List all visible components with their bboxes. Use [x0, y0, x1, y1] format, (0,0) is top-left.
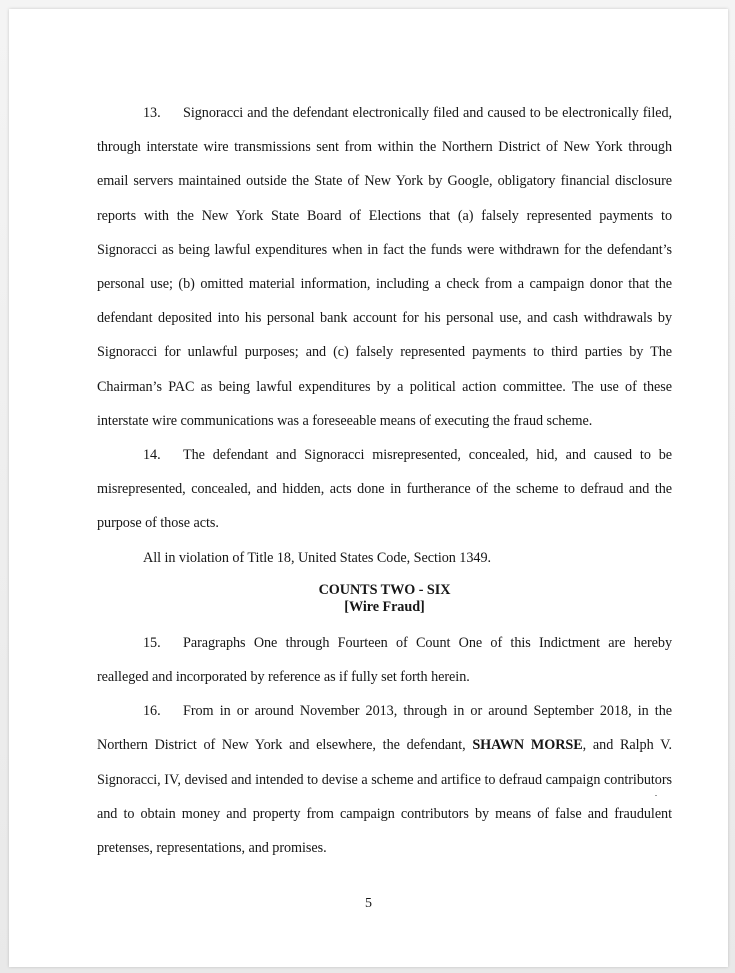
paragraph-13 — [97, 96, 672, 438]
section-subtitle: [Wire Fraud] — [344, 598, 425, 615]
paragraph-text-after-name: , and Ralph V. Signoracci, IV, devised and intended to devise a scheme and artifice to defraud campaign contributors and to obtain money and property from campaign contributors by means of false and fraudulent pretenses, representations, and promises. — [97, 737, 672, 857]
paragraph-number: 15. — [143, 634, 161, 651]
section-heading — [97, 582, 672, 616]
section-title: COUNTS TWO - SIX — [318, 581, 451, 598]
paragraph-16 — [97, 694, 672, 865]
paragraph-14 — [97, 438, 672, 541]
paragraph-text: Paragraphs One through Fourteen of Count One of this Indictment are hereby realleged and incorporated by reference as if fully set forth herein. — [97, 634, 672, 686]
document-body — [97, 96, 672, 865]
document-page — [9, 9, 728, 967]
paragraph-text: Signoracci and the defendant electronically filed and caused to be electronically filed, through interstate wire transmissions sent from within the Northern District of New York through email servers maintained outside the State of New York by Google, obligatory financial disclosure reports with the New York State Board of Elections that (a) falsely represented payments to Signoracci as being lawful expenditures when in fact the funds were withdrawn for the defendant’s personal use; (b) omitted material information, including a check from a campaign donor that the defendant deposited into his personal bank account for his personal use, and cash withdrawals by Signoracci for unlawful purposes; and (c) falsely represented payments to third parties by The Chairman’s PAC as being lawful expenditures by a political action committee. The use of these interstate wire communications was a foreseeable means of executing the fraud scheme. — [97, 105, 672, 429]
paragraph-15 — [97, 626, 672, 694]
page-number: 5 — [365, 896, 372, 911]
defendant-name: SHAWN MORSE — [472, 737, 583, 754]
paragraph-number: 14. — [143, 447, 161, 464]
paragraph-text: The defendant and Signoracci misrepresented, concealed, hid, and caused to be misrepresented, concealed, and hidden, acts done in furtherance of the scheme to defraud and the purpose of those acts. — [97, 447, 672, 532]
scan-speck — [655, 795, 657, 796]
paragraph-text-before-name: From in or around November 2013, through in or around September 2018, in the Northern District of New York and elsewhere, the defendant, — [97, 703, 672, 754]
paragraph-number: 16. — [143, 703, 161, 720]
paragraph-number: 13. — [143, 105, 161, 121]
violation-statement: All in violation of Title 18, United States Code, Section 1349. — [143, 549, 491, 566]
